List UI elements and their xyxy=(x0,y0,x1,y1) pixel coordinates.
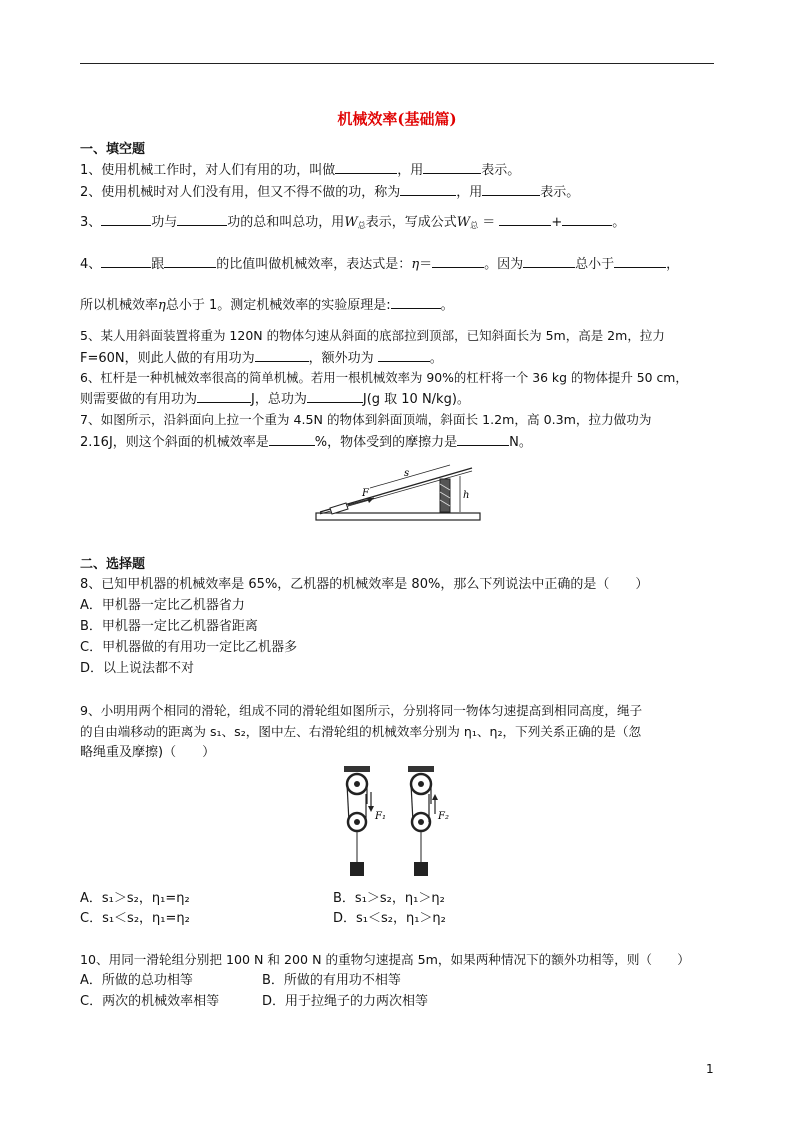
question-10-option-d[interactable]: D．用于拉绳子的力两次相等 xyxy=(262,994,429,1009)
left-ceiling xyxy=(344,766,370,772)
page-number: 1 xyxy=(706,1062,714,1076)
question-10-stem: 10、用同一滑轮组分别把 100 N 和 200 N 的重物匀速提高 5m，如果两种情况下的额外功相等，则（ ） xyxy=(80,952,690,967)
right-pulley-system xyxy=(408,766,449,876)
question-9-option-d[interactable]: D．s₁＜s₂，η₁＞η₂ xyxy=(333,911,446,926)
question-10-option-b[interactable]: B．所做的有用功不相等 xyxy=(262,973,401,988)
answer-blank[interactable] xyxy=(457,432,509,446)
label-s: s xyxy=(404,468,410,479)
answer-blank[interactable] xyxy=(562,212,612,226)
question-9-line-2: 的自由端移动的距离为 s₁、s₂，图中左、右滑轮组的机械效率分别为 η₁、η₂，下列关系正确的是（忽 xyxy=(80,724,642,739)
answer-blank[interactable] xyxy=(269,432,315,446)
incline-diagram xyxy=(312,458,482,524)
question-8-option-c[interactable]: C．甲机器做的有用功一定比乙机器多 xyxy=(80,640,298,655)
question-9-option-c[interactable]: C．s₁＜s₂，η₁=η₂ xyxy=(80,911,190,926)
question-7-line-1: 7、如图所示，沿斜面向上拉一个重为 4.5N 的物体到斜面顶端，斜面长 1.2m，高 0.3m，拉力做功为 xyxy=(80,412,652,427)
question-9-option-b[interactable]: B．s₁＞s₂，η₁＞η₂ xyxy=(333,891,445,906)
answer-blank[interactable] xyxy=(255,348,309,362)
ground-base xyxy=(316,513,480,520)
answer-blank[interactable] xyxy=(101,254,151,268)
right-weight xyxy=(414,862,428,876)
question-8-stem: 8、已知甲机器的机械效率是 65%，乙机器的机械效率是 80%，那么下列说法中正确的是（ ） xyxy=(80,577,649,592)
support-block xyxy=(440,479,450,512)
answer-blank[interactable] xyxy=(177,212,227,226)
question-10-option-c[interactable]: C．两次的机械效率相等 xyxy=(80,994,220,1009)
question-6-line-1: 6、杠杆是一种机械效率很高的简单机械。若用一根机械效率为 90%的杠杆将一个 36 kg 的物体提升 50 cm， xyxy=(80,370,688,385)
answer-blank[interactable] xyxy=(164,254,216,268)
answer-blank[interactable] xyxy=(335,160,397,174)
question-4: 4、 跟 的比值叫做机械效率，表达式是：η＝ 。因为 总小于 ， xyxy=(80,254,679,274)
answer-blank[interactable] xyxy=(378,348,430,362)
answer-blank[interactable] xyxy=(391,295,441,309)
right-ceiling xyxy=(408,766,434,772)
question-3: 3、 功与 功的总和叫总功，用$W_总$表示，写成公式$W_总$ ＝ + 。 xyxy=(80,212,625,235)
length-s-marker xyxy=(370,465,450,488)
left-pulley-system xyxy=(344,766,386,876)
question-8-option-d[interactable]: D．以上说法都不对 xyxy=(80,661,195,676)
answer-blank[interactable] xyxy=(307,389,363,403)
answer-blank[interactable] xyxy=(432,254,484,268)
label-f1: F₁ xyxy=(375,811,386,822)
section-heading-choice: 二、选择题 xyxy=(80,557,146,572)
answer-blank[interactable] xyxy=(523,254,575,268)
answer-blank[interactable] xyxy=(400,182,456,196)
label-f2: F₂ xyxy=(438,811,449,822)
question-10-option-a[interactable]: A．所做的总功相等 xyxy=(80,973,193,988)
label-f: F xyxy=(362,488,369,499)
question-6-line-2: 则需要做的有用功为 J，总功为 J(g 取 10 N/kg)。 xyxy=(80,389,470,409)
question-9-option-a[interactable]: A．s₁＞s₂，η₁=η₂ xyxy=(80,891,190,906)
question-1: 1、使用机械工作时，对人们有用的功，叫做 ，用 表示。 xyxy=(80,160,520,180)
question-2: 2、使用机械时对人们没有用，但又不得不做的功，称为 ，用 表示。 xyxy=(80,182,579,202)
question-7-line-2: 2.16J，则这个斜面的机械效率是 %，物体受到的摩擦力是 N。 xyxy=(80,432,532,452)
page-title: 机械效率(基础篇) xyxy=(337,110,457,128)
answer-blank[interactable] xyxy=(423,160,481,174)
answer-blank[interactable] xyxy=(499,212,551,226)
answer-blank[interactable] xyxy=(101,212,151,226)
question-9-line-1: 9、小明用两个相同的滑轮，组成不同的滑轮组如图所示，分别将同一物体匀速提高到相同高度，绳子 xyxy=(80,703,643,718)
pulley-diagram xyxy=(340,764,460,884)
block xyxy=(330,503,348,514)
answer-blank[interactable] xyxy=(614,254,666,268)
question-4-continued: 所以机械效率η总小于 1。测定机械效率的实验原理是: 。 xyxy=(80,295,454,315)
header-rule xyxy=(80,63,714,64)
question-5-line-2: F=60N，则此人做的有用功为 ，额外功为 。 xyxy=(80,348,443,368)
question-8-option-a[interactable]: A．甲机器一定比乙机器省力 xyxy=(80,598,245,613)
question-9-line-3: 略绳重及摩擦)（ ） xyxy=(80,745,216,760)
label-h: h xyxy=(463,490,470,501)
left-weight xyxy=(350,862,364,876)
section-heading-fill-in: 一、填空题 xyxy=(80,142,146,157)
question-8-option-b[interactable]: B．甲机器一定比乙机器省距离 xyxy=(80,619,258,634)
question-5-line-1: 5、某人用斜面装置将重为 120N 的物体匀速从斜面的底部拉到顶部，已知斜面长为 5m，高是 2m，拉力 xyxy=(80,328,665,343)
answer-blank[interactable] xyxy=(197,389,251,403)
answer-blank[interactable] xyxy=(482,182,540,196)
